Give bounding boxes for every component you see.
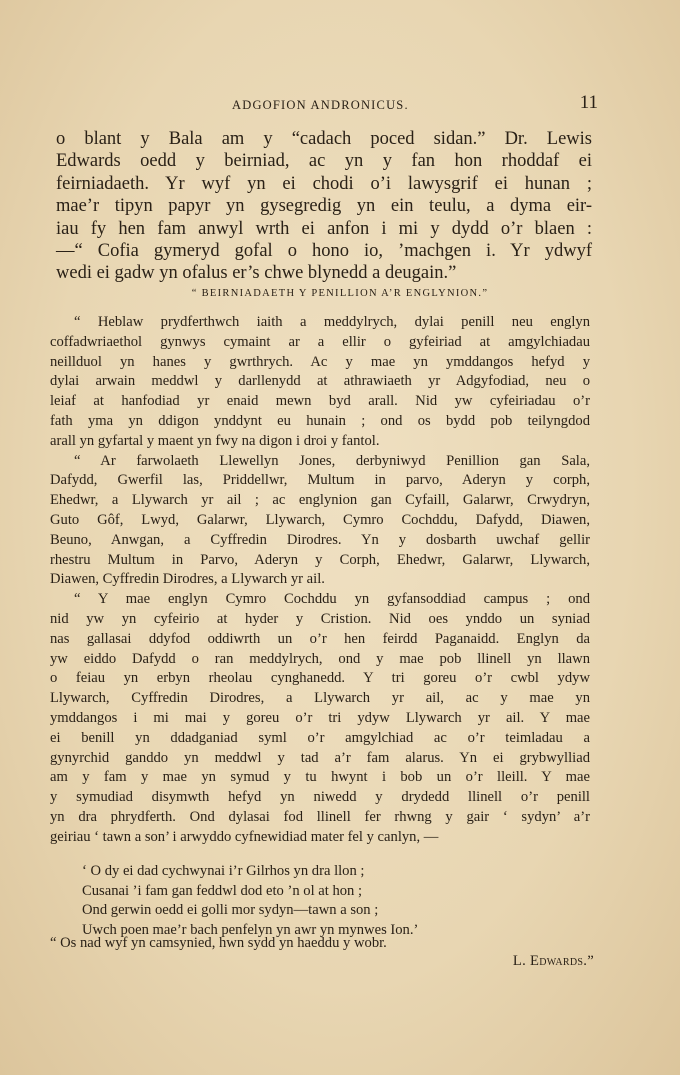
body-line: ymddangos i mi mai y goreu o’r tri ydyw Llywarch yr ail. Y mae bbox=[50, 709, 590, 726]
body-line: o feiau yn erbyn rheolau cynghanedd. Y tri goreu o’r cwbl ydyw bbox=[50, 670, 590, 687]
body-line: Diawen, Cyffredin Dirodres, a Llywarch yr ail. bbox=[50, 571, 325, 588]
body-line: coffadwriaethol gynwys cymaint ar a ellir o gyfeiriad at amgylchiadau bbox=[50, 333, 590, 350]
body-line: rhestru Multum in Parvo, Aderyn y Corph, Ehedwr, Galarwr, Llywarch, bbox=[50, 551, 590, 568]
body-line: “ Heblaw prydferthwch iaith a meddylrych, dylai penill neu englyn bbox=[74, 314, 590, 330]
verse-line: Uwch poen mae’r bach penfelyn yn awr yn mynwes Ion.’ bbox=[82, 921, 419, 938]
signature-surname: Edwards.” bbox=[530, 953, 594, 969]
body-line: gynyrchid ganddo yn meddwl y tad a’r fam alarus. Yn ei grybwylliad bbox=[50, 749, 590, 766]
signature-initial: L. bbox=[512, 953, 527, 969]
verse-line: ‘ O dy ei dad cychwynai i’r Gilrhos yn dra llon ; bbox=[82, 863, 365, 879]
running-title: ADGOFION ANDRONICUS. bbox=[232, 98, 409, 112]
page-number: 11 bbox=[579, 92, 598, 113]
verse-line: Cusanai ’i fam gan feddwl dod eto ’n ol at hon ; bbox=[82, 882, 363, 899]
body-line: geiriau ‘ tawn a son’ i arwyddo cyfnewidiad mater fel y canlyn, — bbox=[50, 828, 439, 845]
body-line: Beuno, Anwgan, a Cyffredin Dirodres. Yn y dosbarth uwchaf gellir bbox=[50, 531, 590, 548]
body-line: nid yw yn cyfeirio at hyder y Cristion. Nid oes ynddo un syniad bbox=[50, 610, 590, 627]
body-line: am y fam y mae yn symud y tu hwynt i bob un o’r lleill. Y mae bbox=[50, 769, 590, 786]
page-header bbox=[52, 92, 598, 124]
section-heading: “ BEIRNIADAETH Y PENILLION A’R ENGLYNION.” bbox=[191, 288, 489, 299]
verse-quotation bbox=[82, 862, 482, 940]
intro-line: o blant y Bala am y “cadach poced sidan.” Dr. Lewis bbox=[56, 129, 592, 149]
closing-paragraph bbox=[50, 934, 590, 954]
intro-line: —“ Cofia gymeryd gofal o hono io, ’machgen i. Yr ydwyf bbox=[56, 241, 592, 262]
body-line: yw eiddo Dafydd o ran meddylrych, ond y mae pob llinell yn llawn bbox=[50, 650, 590, 667]
intro-line: wedi ei gadw yn ofalus er’s chwe blynedd a deugain.” bbox=[56, 263, 457, 284]
verse-line: Ond gerwin oedd ei golli mor sydyn—tawn a son ; bbox=[82, 902, 379, 919]
body-line: yn dra phrydferth. Ond dylasai fod llinell fer rhwng y gair ‘ sydyn’ a’r bbox=[50, 808, 590, 825]
body-line: Guto Gôf, Lwyd, Galarwr, Llywarch, Cymro Cochddu, Dafydd, Diawen, bbox=[50, 511, 590, 528]
body-line: ei benill yn ddadganiad syml o’r amgylchiad ac o’r teimladau a bbox=[50, 729, 590, 746]
body-line: Dafydd, Gwerfil las, Priddellwr, Multum in parvo, Aderyn y corph, bbox=[50, 472, 590, 489]
body-line: dylai arwain meddwl y darllenydd at athrawiaeth yr Adgyfodiad, neu o bbox=[50, 373, 590, 390]
body-line: y symudiad disymwth hefyd yn niwedd y drydedd llinell o’r penill bbox=[50, 789, 590, 806]
body-line: Ehedwr, a Llywarch yr ail ; ac englynion gan Cyfaill, Galarwr, Crwydryn, bbox=[50, 492, 590, 509]
intro-line: iau fy hen fam anwyl wrth ei anfon i mi y dydd o’r blaen : bbox=[56, 218, 592, 239]
intro-line: Edwards oedd y beirniad, ac yn y fan hon rhoddaf ei bbox=[56, 151, 592, 172]
intro-line: feirniadaeth. Yr wyf yn ei chodi o’i lawysgrif ei hunan ; bbox=[56, 173, 592, 194]
body-line: leiaf at hanfodiad yr enaid mewn byd arall. Nid yw cyfeiriadau o’r bbox=[50, 393, 590, 410]
intro-line: mae’r tipyn papyr yn gysegredig yn ein teulu, a dyma eir- bbox=[56, 196, 592, 217]
body-line: neillduol yn hanes y gwrthrych. Ac y mae yn ymddangos hefyd y bbox=[50, 353, 590, 370]
body-line: “ Ar farwolaeth Llewellyn Jones, derbyniwyd Penillion gan Sala, bbox=[74, 452, 590, 469]
body-line: arall yn gyfartal y maent yn fwy na digon i droi y fantol. bbox=[50, 432, 380, 449]
body-line: fath yma yn ddigon ynddynt eu hunain ; ond os bydd pob teilyngdod bbox=[50, 412, 590, 429]
signature bbox=[513, 953, 594, 970]
intro-paragraph bbox=[56, 128, 592, 285]
closing-line: “ Os nad wyf yn camsynied, hwn sydd yn haeddu y wobr. bbox=[50, 935, 387, 951]
body-line: “ Y mae englyn Cymro Cochddu yn gyfansoddiad campus ; ond bbox=[74, 591, 590, 608]
body-line: Llywarch, Cyffredin Dirodres, a Llywarch yr ail, ac y mae yn bbox=[50, 690, 590, 707]
body-line: nas gallasai ddyfod oddiwrth un o’r hen feirdd Paganaidd. Englyn da bbox=[50, 630, 590, 647]
adjudication-text bbox=[50, 313, 590, 848]
